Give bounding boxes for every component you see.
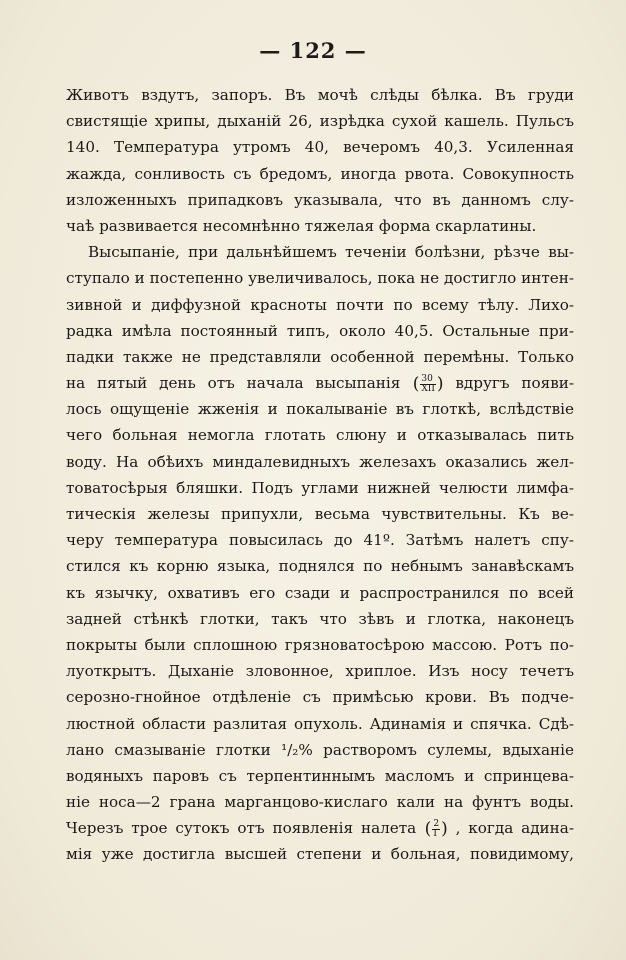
text-line: падки также не представляли особенной перемѣны. Только <box>66 347 574 366</box>
page-number: — 122 — <box>259 38 367 63</box>
fraction-numerator: 2 <box>433 818 440 829</box>
text-line: луоткрытъ. Дыханіе зловонное, хриплое. Изъ носу течетъ <box>66 662 574 681</box>
text-line: чаѣ развивается несомнѣнно тяжелая форма скарлатины. <box>66 216 537 235</box>
date-fraction <box>432 820 440 839</box>
text-fragment: на пятый день отъ начала высыпанія <box>66 374 401 393</box>
text-line: Животъ вздутъ, запоръ. Въ мочѣ слѣды бѣлка. Въ груди <box>66 86 574 104</box>
text-line: мія уже достигла высшей степени и больная, повидимому, <box>66 845 574 864</box>
text-line: водяныхъ паровъ съ терпентиннымъ масломъ и спринцева- <box>66 766 574 785</box>
text-line: серозно-гнойное отдѣленіе съ примѣсью крови. Въ подче- <box>66 688 574 707</box>
fraction-denominator: XII <box>421 383 435 394</box>
text-line <box>66 815 574 841</box>
fraction-denominator: I <box>433 828 437 839</box>
text-line: воду. На обѣихъ миндалевидныхъ железахъ оказались жел- <box>66 452 574 471</box>
text-line: товатосѣрыя бляшки. Подъ углами нижней челюсти лимфа- <box>66 478 574 497</box>
text-line: лось ощущеніе жженія и покалываніе въ глоткѣ, вслѣдствіе <box>66 400 574 419</box>
body-text <box>66 82 574 868</box>
text-line: свистящіе хрипы, дыханій 26, изрѣдка сухой кашель. Пульсъ <box>66 112 574 131</box>
text-line: зивной и диффузной красноты почти по всему тѣлу. Лихо- <box>66 295 574 314</box>
text-line: Высыпаніе, при дальнѣйшемъ теченіи болѣзни, рѣзче вы- <box>88 243 574 262</box>
open-paren: ( <box>400 373 420 394</box>
text-line: черу температура повысилась до 41º. Затѣмъ налетъ спу- <box>66 531 574 550</box>
text-line: жажда, сонливость съ бредомъ, иногда рвота. Совокупность <box>66 164 574 183</box>
open-paren: ( <box>416 819 432 840</box>
close-paren: ) <box>441 819 448 840</box>
text-line <box>66 370 574 396</box>
text-line: лано смазываніе глотки ¹/₂% растворомъ сулемы, вдыханіе <box>66 740 574 759</box>
fraction-numerator: 30 <box>420 375 436 385</box>
text-line: люстной области разлитая опухоль. Адинамія и спячка. Сдѣ- <box>66 714 574 733</box>
text-line: ніе носа—2 грана марганцово-кислаго кали на фунтъ воды. <box>66 793 574 812</box>
text-line: къ язычку, охвативъ его сзади и распространился по всей <box>66 583 574 602</box>
text-fragment: вдругъ появи- <box>455 374 575 393</box>
date-fraction <box>420 375 436 394</box>
text-line: стился къ корню языка, поднялся по небнымъ занавѣскамъ <box>66 557 574 576</box>
text-line: 140. Температура утромъ 40, вечеромъ 40,3. Усиленная <box>66 138 574 157</box>
text-fragment: , когда адина- <box>455 819 574 838</box>
text-line: чего больная немогла глотать слюну и отказывалась пить <box>66 426 574 445</box>
text-line: покрыты были сплошною грязноватосѣрою массою. Ротъ по- <box>66 635 574 654</box>
text-line: радка имѣла постоянный типъ, около 40,5. Остальные при- <box>66 321 574 340</box>
text-line: тическія железы припухли, весьма чувствительны. Къ ве- <box>66 505 574 523</box>
text-line: ступало и постепенно увеличивалось, пока не достигло интен- <box>66 269 574 288</box>
text-line: задней стѣнкѣ глотки, такъ что зѣвъ и глотка, наконецъ <box>66 609 574 628</box>
close-paren: ) <box>436 373 444 394</box>
text-line: изложенныхъ припадковъ указывала, что въ данномъ слу- <box>66 190 574 209</box>
text-fragment: Черезъ трое сутокъ отъ появленія налета <box>66 819 417 838</box>
